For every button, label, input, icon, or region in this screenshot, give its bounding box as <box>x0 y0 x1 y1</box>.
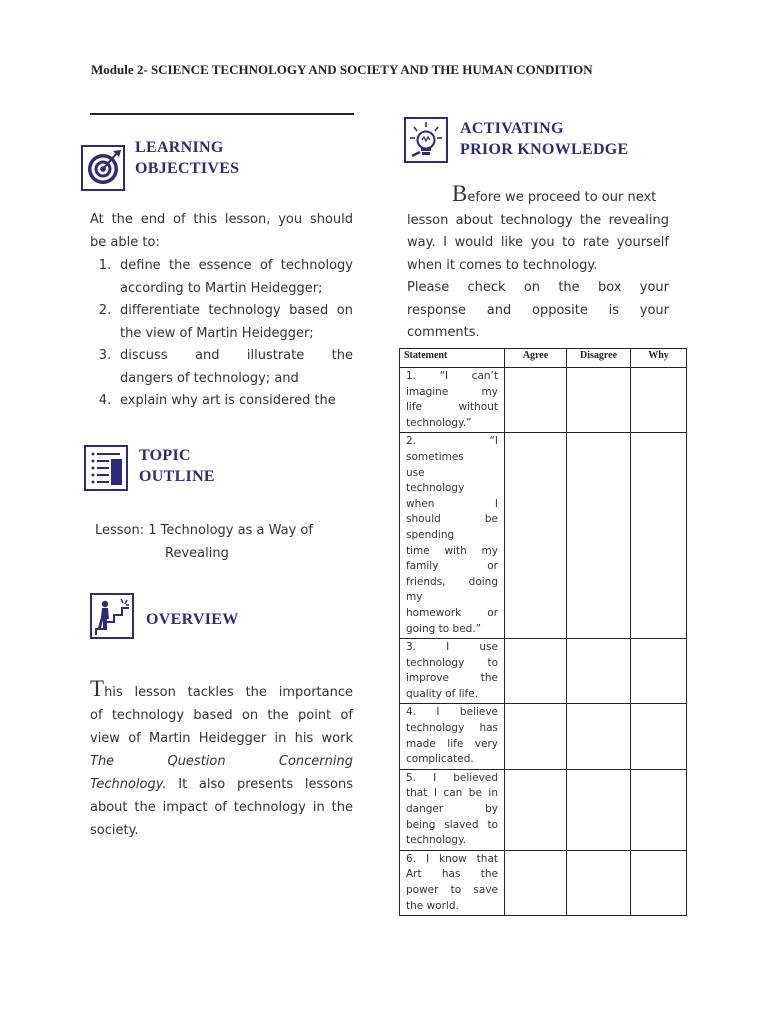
overview-text: This lesson tackles the importance of technology based on the point of view of Martin Heidegger in his work The Question Concerning Technology. It also presents lessons about the impact of technology in the society. <box>90 676 353 838</box>
statement-line: time with my <box>406 544 498 557</box>
statement-line: 1. “I can’t <box>406 370 498 382</box>
agree-checkbox[interactable] <box>505 368 567 433</box>
header-divider <box>90 113 354 115</box>
table-row <box>400 769 687 850</box>
disagree-checkbox[interactable] <box>567 639 631 704</box>
module-header: Module 2- SCIENCE TECHNOLOGY AND SOCIETY AND THE HUMAN CONDITION <box>91 62 593 77</box>
statement-line: power to save <box>406 884 498 896</box>
statement-line: 2. “I <box>406 435 498 448</box>
table-header-row <box>400 349 687 368</box>
lightbulb-icon <box>404 117 448 163</box>
disagree-checkbox[interactable] <box>567 433 631 639</box>
prior-intro-text: Before we proceed to our next lesson about technology the revealing way. I would like you to rate yourself when it comes to technology. Please check on the box your response and opposite is your comments. <box>407 181 669 340</box>
statement-line: improve the <box>406 672 498 685</box>
why-comment-cell[interactable] <box>631 368 687 433</box>
statement-cell <box>400 433 505 639</box>
statement-line: Art has the <box>406 868 498 881</box>
objective-item: 2. differentiate technology based on the view of Martin Heidegger; <box>98 303 353 341</box>
objectives-intro: At the end of this lesson, you should be able to: <box>90 212 353 250</box>
statement-line: 6. I know that <box>406 852 498 865</box>
statement-cell <box>400 850 505 915</box>
column-header-why: Why <box>631 349 687 368</box>
list-icon <box>84 445 128 491</box>
statement-line: going to bed.” <box>406 622 482 635</box>
statement-line: 3. I use <box>406 641 498 654</box>
table-row <box>400 368 687 433</box>
why-comment-cell[interactable] <box>631 850 687 915</box>
statement-line: made life very <box>406 737 498 750</box>
column-header-agree: Agree <box>505 349 567 368</box>
statement-line: my <box>406 591 423 604</box>
statement-line: technology to <box>406 656 498 669</box>
statement-line: the world. <box>406 899 459 912</box>
table-row <box>400 433 687 639</box>
agree-checkbox[interactable] <box>505 850 567 915</box>
statement-line: when I <box>406 497 498 510</box>
agree-checkbox[interactable] <box>505 704 567 769</box>
objective-item: 1. define the essence of technology according to Martin Heidegger; <box>98 258 353 296</box>
statement-line: spending <box>406 528 455 541</box>
statement-cell <box>400 769 505 850</box>
table-row <box>400 704 687 769</box>
agree-checkbox[interactable] <box>505 433 567 639</box>
statement-line: complicated. <box>406 753 474 766</box>
statement-cell <box>400 639 505 704</box>
statement-cell <box>400 368 505 433</box>
statement-line: technology.” <box>406 416 472 429</box>
drop-cap: B <box>452 181 468 206</box>
statement-line: use <box>406 466 425 479</box>
objective-item: 4. explain why art is considered the <box>98 393 336 408</box>
objective-item: 3. discuss and illustrate the dangers of technology; and <box>98 348 353 386</box>
agree-checkbox[interactable] <box>505 639 567 704</box>
disagree-checkbox[interactable] <box>567 769 631 850</box>
statement-line: friends, doing <box>406 575 498 588</box>
stairs-icon <box>90 593 134 639</box>
statement-line: technology has <box>406 722 498 735</box>
statement-line: should be <box>406 513 498 526</box>
statement-line: sometimes <box>406 450 464 463</box>
learning-objectives-heading: LEARNING OBJECTIVES <box>135 139 240 177</box>
why-comment-cell[interactable] <box>631 704 687 769</box>
column-header-disagree: Disagree <box>567 349 631 368</box>
statement-cell <box>400 704 505 769</box>
disagree-checkbox[interactable] <box>567 704 631 769</box>
drop-cap: T <box>90 676 105 701</box>
why-comment-cell[interactable] <box>631 769 687 850</box>
statement-line: family or <box>406 560 498 573</box>
statement-line: 5. I believed <box>406 771 498 784</box>
statement-line: being slaved to <box>406 818 498 831</box>
statement-line: homework or <box>406 606 498 619</box>
disagree-checkbox[interactable] <box>567 850 631 915</box>
column-header-statement: Statement <box>400 349 505 368</box>
why-comment-cell[interactable] <box>631 639 687 704</box>
statement-line: technology. <box>406 834 467 847</box>
statement-line: danger by <box>406 803 498 816</box>
disagree-checkbox[interactable] <box>567 368 631 433</box>
lesson-title: Lesson: 1 Technology as a Way of Revealing <box>95 523 313 561</box>
why-comment-cell[interactable] <box>631 433 687 639</box>
overview-heading: OVERVIEW <box>146 611 239 628</box>
target-icon <box>81 145 125 191</box>
table-row <box>400 639 687 704</box>
statement-line: 4. I believe <box>406 706 498 719</box>
topic-outline-heading: TOPIC OUTLINE <box>139 447 215 485</box>
rating-table <box>399 348 687 916</box>
statement-line: that I can be in <box>406 787 498 800</box>
statement-line: technology <box>406 482 465 495</box>
prior-knowledge-heading: ACTIVATING PRIOR KNOWLEDGE <box>460 120 629 158</box>
agree-checkbox[interactable] <box>505 769 567 850</box>
statement-line: life without <box>406 401 498 414</box>
statement-line: quality of life. <box>406 687 479 700</box>
table-row <box>400 850 687 915</box>
statement-line: imagine my <box>406 385 498 398</box>
objectives-list <box>90 255 353 413</box>
